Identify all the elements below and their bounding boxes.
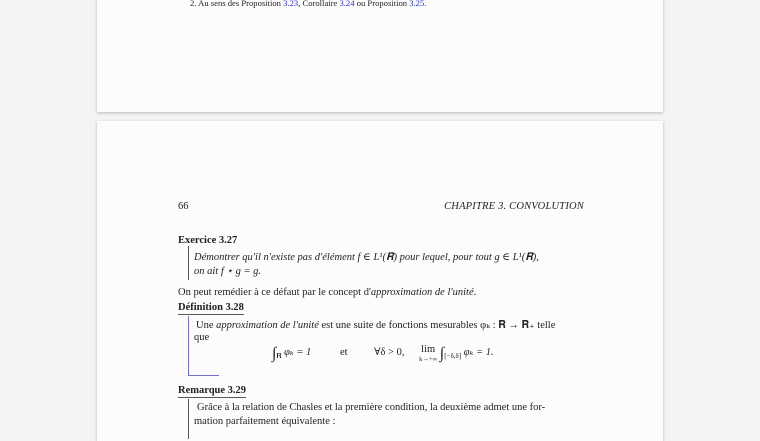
ref-link-corollaire-3-24[interactable]: 3.24 [339, 0, 355, 8]
remark-line-1: Grâce à la relation de Chasles et la première condition, la deuxième admet une for- [197, 402, 546, 413]
formula-left: φₖ = 1 [284, 347, 312, 358]
integral-sign: ∫ [439, 345, 445, 362]
transition-text: On peut remédier à ce défaut par le concept d' [178, 287, 371, 298]
integral-domain: [−δ,δ] [444, 352, 462, 361]
footnote-text: Au sens des Proposition [198, 0, 281, 8]
footnote-text: , Corollaire [298, 0, 338, 8]
page-number: 66 [178, 201, 189, 212]
ref-link-proposition-3-23[interactable]: 3.23 [283, 0, 299, 8]
integral-domain: 𝐑 [276, 352, 282, 361]
limit-label: lim [421, 344, 436, 355]
running-header: CHAPITRE 3. CONVOLUTION [444, 201, 584, 212]
limit-subscript: k→+∞ [419, 356, 438, 363]
previous-page [97, 0, 663, 112]
definition-text: Une [196, 320, 214, 331]
definition-emphasis: approximation de l'unité [216, 320, 319, 331]
formula-forall: ∀δ > 0, [374, 347, 405, 358]
formula-right: φₖ = 1. [463, 347, 494, 358]
exercise-line-1: Démontrer qu'il n'existe pas d'élément f ∈ L¹(𝐑) pour lequel, pour tout g ∈ L¹(𝐑), [194, 252, 539, 263]
footnote-number: 2. [190, 0, 197, 8]
definition-title: Définition 3.28 [178, 302, 244, 313]
remark-line-2: mation parfaitement équivalente : [194, 416, 336, 427]
exercise-line-2: on ait f ⋆ g = g. [194, 266, 262, 277]
ref-link-proposition-3-25[interactable]: 3.25 [409, 0, 425, 8]
integral-sign: ∫ [272, 345, 277, 362]
definition-line-2: que [194, 332, 210, 343]
transition-end: . [473, 287, 477, 298]
transition-paragraph [178, 287, 476, 298]
footnote-text: . [424, 0, 427, 8]
transition-emphasis: approximation de l'unité [370, 287, 474, 298]
remark-title: Remarque 3.29 [178, 385, 247, 396]
footnote [190, 0, 426, 8]
footnote-text: ou Proposition [356, 0, 408, 8]
definition-line-1 [196, 319, 555, 332]
definition-text: est une suite de fonctions mesurables φₖ : 𝐑 → 𝐑₊ telle [321, 320, 556, 331]
exercise-title: Exercice 3.27 [178, 235, 238, 246]
formula-et: et [339, 347, 348, 358]
formula-limit [419, 345, 437, 365]
definition-formula [272, 345, 494, 365]
